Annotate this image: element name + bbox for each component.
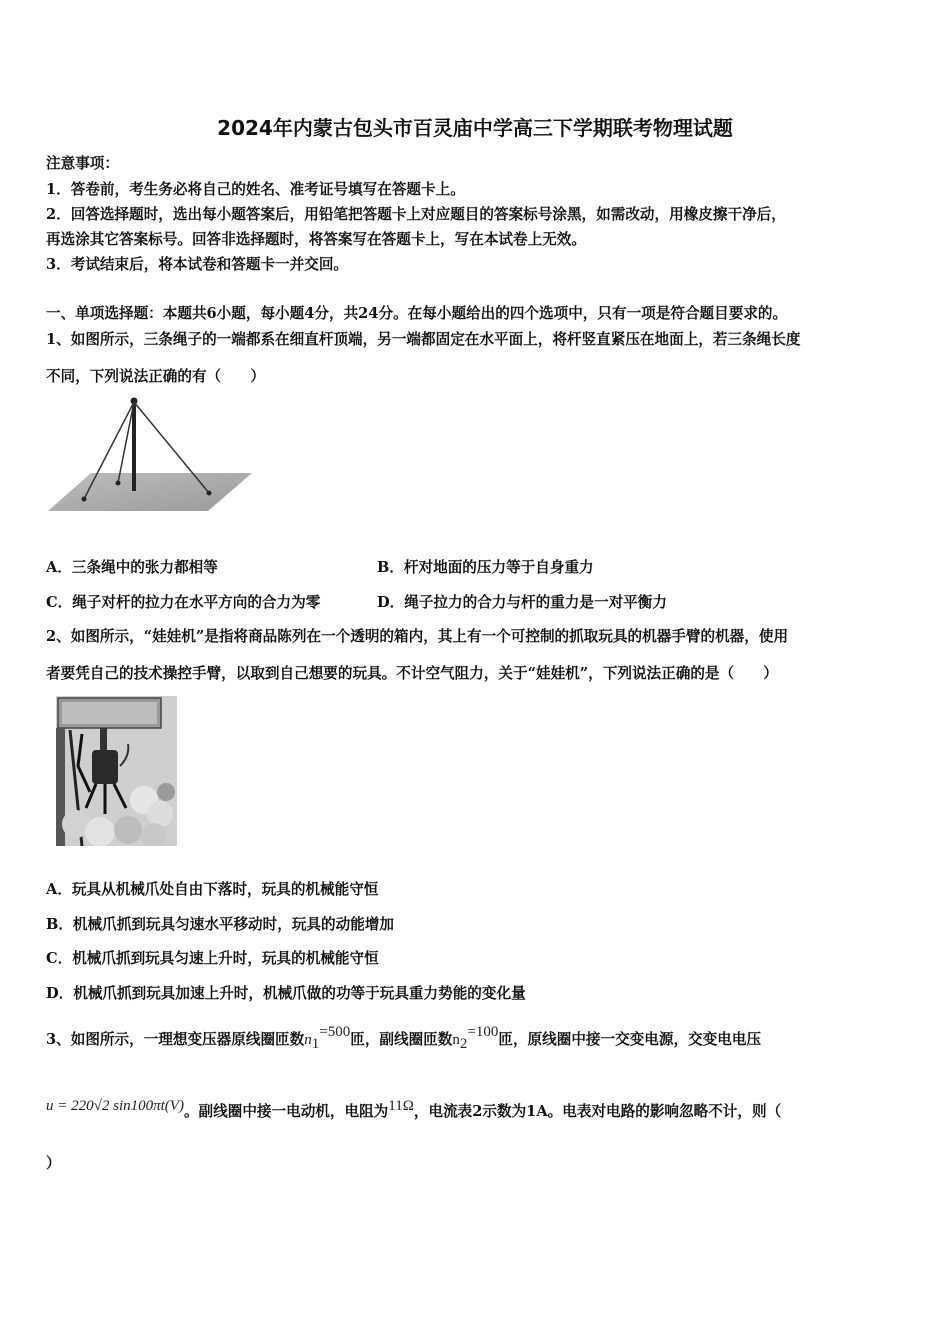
n1-subscript: 1 (311, 1035, 320, 1052)
pole-ropes-figure (46, 395, 256, 515)
anchor (207, 491, 212, 496)
n1-value: =500 (319, 1024, 351, 1040)
q3-text-part: 。副线圈中接一电动机，电阻为 (183, 1103, 389, 1120)
option-d: D．绳子拉力的合力与杆的重力是一对平衡力 (377, 594, 667, 611)
anchor (116, 481, 121, 486)
section-heading: 一、单项选择题：本题共6小题，每小题4分，共24分。在每小题给出的四个选项中，只有一项是符合题目要求的。 (46, 305, 788, 322)
question-3-stem-cont (46, 1100, 781, 1121)
option-b: B．杆对地面的压力等于自身重力 (377, 559, 594, 576)
notice-item: 1．答卷前，考生务必将自己的姓名、准考证号填写在答题卡上。 (46, 181, 465, 198)
option-a: A．三条绳中的张力都相等 (46, 559, 218, 576)
n2-subscript: 2 (459, 1035, 468, 1052)
q3-text-part: ，电流表2示数为1A。电表对电路的影响忽略不计，则（ (413, 1103, 782, 1120)
n2-symbol: n (452, 1032, 460, 1048)
page-title: 2024年内蒙古包头市百灵庙中学高三下学期联考物理试题 (217, 116, 733, 140)
question-3-stem (46, 1024, 762, 1053)
n2-value: =100 (467, 1024, 499, 1040)
anchor (82, 497, 87, 502)
resistance-value: 11Ω (388, 1098, 414, 1114)
n1-symbol: n (304, 1032, 312, 1048)
q3-text-part: 匝，副线圈匝数 (350, 1031, 453, 1048)
rope-2 (118, 402, 134, 483)
voltage-formula: u = 220√2 sin100πt(V) (46, 1098, 184, 1114)
option-c: C．机械爪抓到玩具匀速上升时，玩具的机械能守恒 (46, 950, 379, 967)
q3-text-part: 3、如图所示，一理想变压器原线圈匝数 (46, 1031, 305, 1048)
notice-item: 2．回答选择题时，选出每小题答案后，用铅笔把答题卡上对应题目的答案标号涂黑，如需改动，用橡皮擦干净后， (46, 206, 786, 223)
question-2-stem-cont: 者要凭自己的技术操控手臂，以取到自己想要的玩具。不计空气阻力，关于“娃娃机”，下列说法正确的是（ ） (46, 665, 778, 682)
q3-text-part: 匝，原线圈中接一交变电源，交变电电压 (498, 1031, 762, 1048)
claw-machine-photo (56, 696, 177, 846)
question-2-stem: 2、如图所示，“娃娃机”是指将商品陈列在一个透明的箱内，其上有一个可控制的抓取玩具的机器手臂的机器，使用 (46, 628, 789, 645)
option-a: A．玩具从机械爪处自由下落时，玩具的机械能守恒 (46, 881, 379, 898)
ground-plane (48, 473, 252, 511)
question-3-close-paren: ） (46, 1155, 61, 1172)
question-1-stem-cont: 不同，下列说法正确的有（ ） (46, 368, 265, 385)
notice-item: 3．考试结束后，将本试卷和答题卡一并交回。 (46, 256, 349, 273)
notice-heading: 注意事项： (46, 155, 119, 172)
option-c: C．绳子对杆的拉力在水平方向的合力为零 (46, 594, 321, 611)
question-1-stem: 1、如图所示，三条绳子的一端都系在细直杆顶端，另一端都固定在水平面上，将杆竖直紧压在地面上，若三条绳长度 (46, 331, 801, 348)
option-d: D．机械爪抓到玩具加速上升时，机械爪做的功等于玩具重力势能的变化量 (46, 985, 526, 1002)
notice-item: 再选涂其它答案标号。回答非选择题时，将答案写在答题卡上，写在本试卷上无效。 (46, 231, 586, 248)
claw-body (92, 750, 118, 784)
option-b: B．机械爪抓到玩具匀速水平移动时，玩具的动能增加 (46, 916, 394, 933)
